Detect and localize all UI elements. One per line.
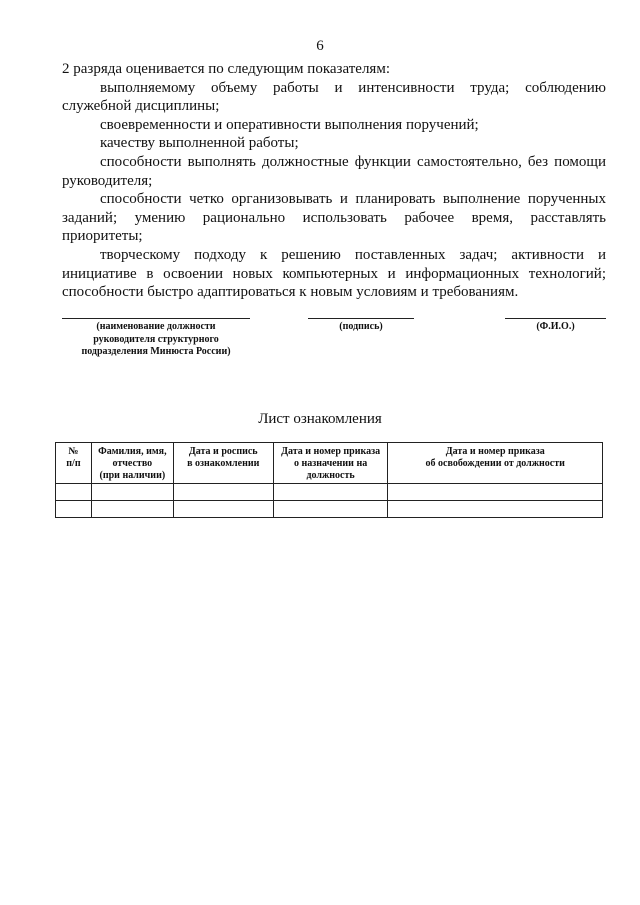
header-full-name: Фамилия, имя, отчество (при наличии) [91,443,173,484]
paragraph: способности четко организовывать и планировать выполнение порученных заданий; умению рационально использовать рабочее время, расставлять приоритеты; [62,191,606,245]
page-number: 6 [316,38,324,54]
table-cell [56,484,92,501]
signature-line [308,318,414,319]
table-cell [56,501,92,518]
paragraph: творческому подходу к решению поставленных задач; активности и инициативе в освоении новых компьютерных и информационных технологий; способности быстро адаптироваться к новым условиям и требованиям. [62,246,606,301]
table-cell [388,484,603,501]
table-cell [173,501,273,518]
signature-caption: (подпись) [339,321,383,332]
full-name-caption: (Ф.И.О.) [536,321,575,332]
table-cell [273,484,388,501]
paragraph: своевременности и оперативности выполнения поручений; [100,116,479,133]
body-text [62,60,606,302]
table-cell [273,501,388,518]
paragraph: выполняемому объему работы и интенсивности труда; соблюдению служебной дисциплины; [62,79,606,115]
paragraph: качеству выполненной работы; [100,135,299,152]
table-cell [91,484,173,501]
table-row [56,484,603,501]
table-cell [173,484,273,501]
header-dismissal-order: Дата и номер приказа об освобождении от должности [388,443,603,484]
header-number: № п/п [56,443,92,484]
table-header-row [56,443,603,484]
table-cell [91,501,173,518]
full-name-line [505,318,606,319]
position-caption: (наименование должности руководителя структурного подразделения Минюста России) [81,321,231,357]
paragraph: способности выполнять должностные функции самостоятельно, без помощи руководителя; [62,153,606,189]
paragraph: 2 разряда оценивается по следующим показателям: [62,61,390,77]
position-signature-line [62,318,250,319]
header-date-signature: Дата и роспись в ознакомлении [173,443,273,484]
header-appointment-order: Дата и номер приказа о назначении на должность [273,443,388,484]
acknowledgement-table [55,442,603,518]
signature-block [0,318,640,378]
table-row [56,501,603,518]
sheet-title: Лист ознакомления [258,411,382,427]
table-cell [388,501,603,518]
